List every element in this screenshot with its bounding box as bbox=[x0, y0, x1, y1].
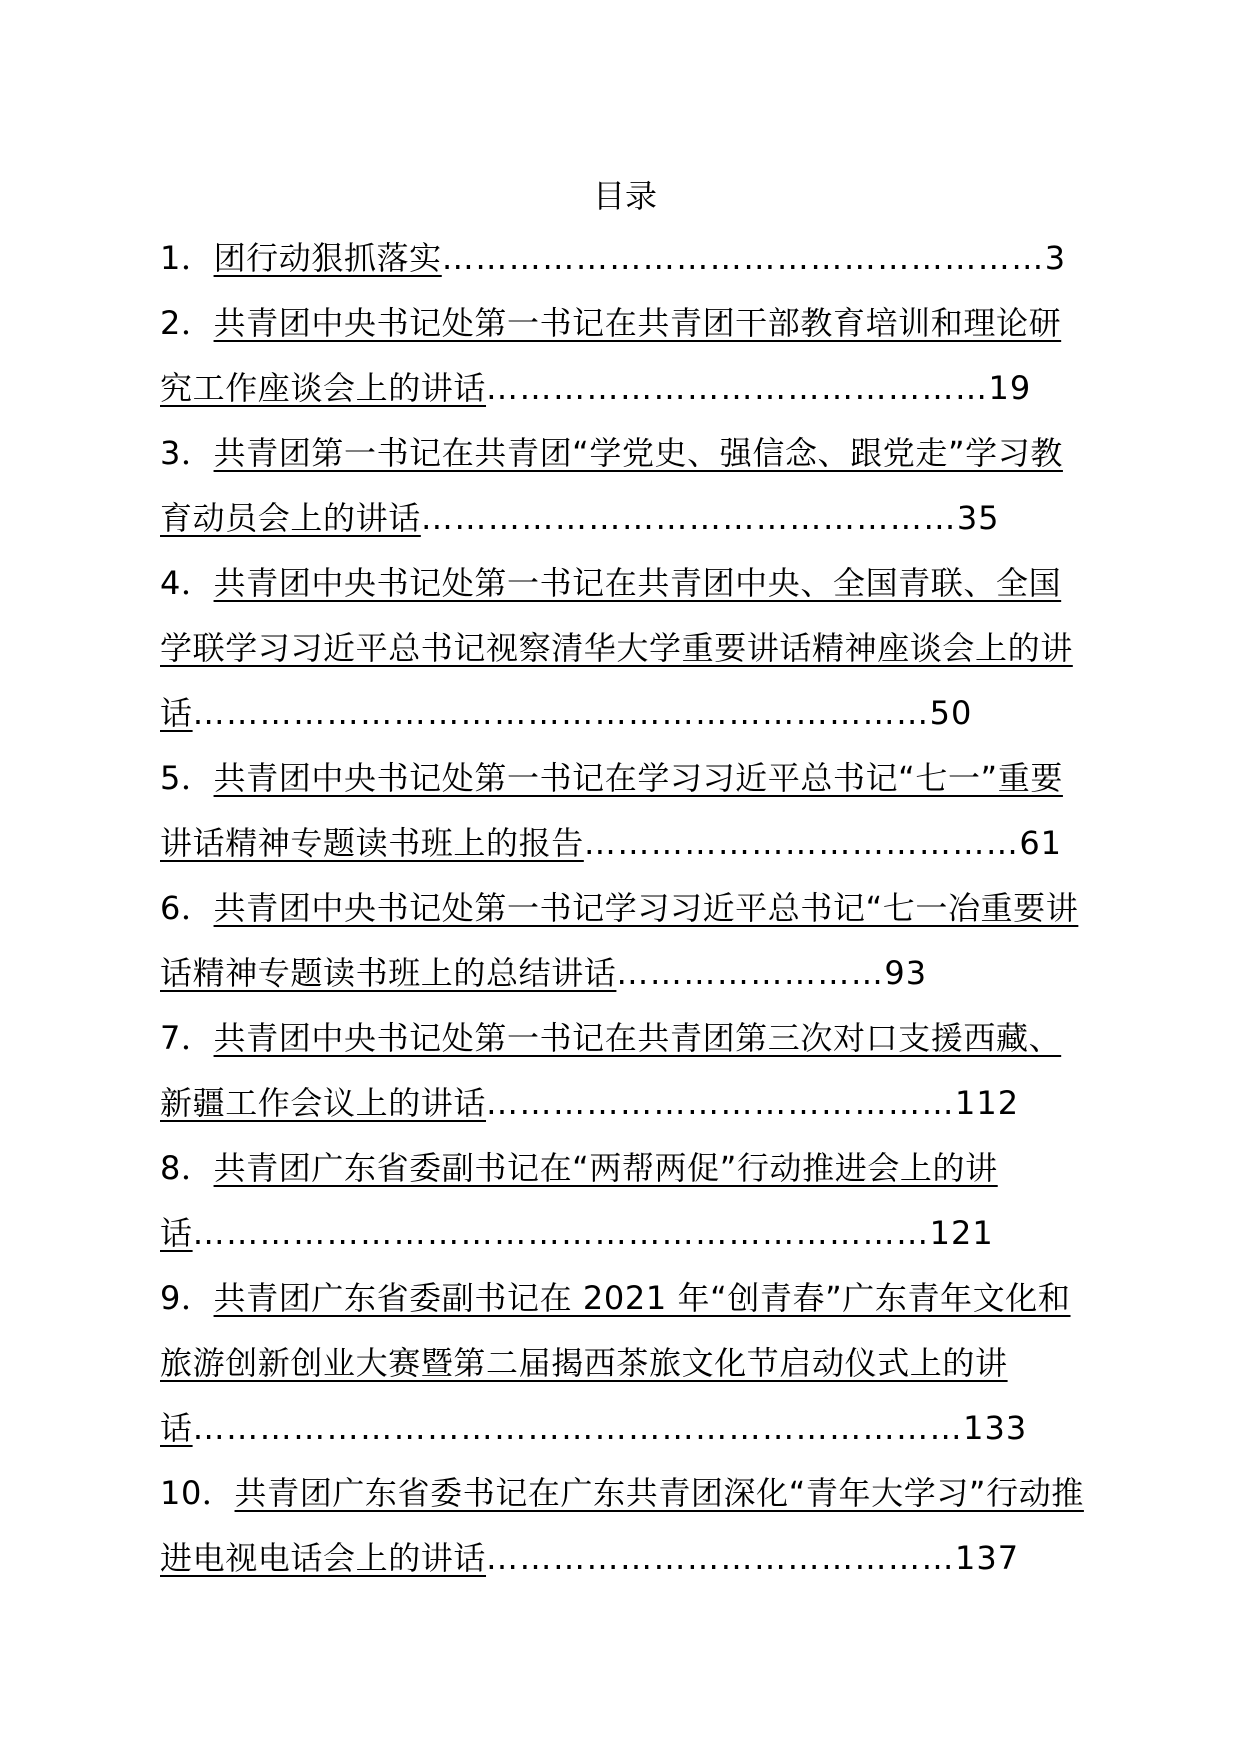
toc-entry-link[interactable]: 共青团中央书记处第一书记在共青团中央、全国青联、全国学联学习习近平总书记视察清华大学重要讲话精神座谈会上的讲话 bbox=[160, 564, 1073, 732]
toc-entry-page: 35 bbox=[956, 499, 1000, 537]
toc-entry-leader: ………………………………… bbox=[583, 824, 1020, 862]
toc-entry-link[interactable]: 团行动狠抓落实 bbox=[213, 239, 442, 277]
toc-entry-leader: …………………………………………………………… bbox=[192, 1409, 964, 1447]
toc-entry-page: 137 bbox=[955, 1539, 1020, 1577]
toc-entry-9[interactable] bbox=[160, 1266, 1090, 1461]
toc-entry-10[interactable] bbox=[160, 1461, 1090, 1591]
toc-entry-1[interactable] bbox=[160, 226, 1090, 291]
toc-entry-link[interactable]: 共青团广东省委书记在广东共青团深化“青年大学习”行动推进电视电话会上的讲话 bbox=[160, 1474, 1084, 1577]
toc-entry-page: 121 bbox=[929, 1214, 994, 1252]
toc-page bbox=[160, 166, 1090, 1591]
toc-entry-number: 7． bbox=[160, 1019, 214, 1057]
toc-entry-leader: …………………………………… bbox=[486, 1539, 956, 1577]
toc-entry-leader: ……………………………………… bbox=[486, 369, 989, 407]
toc-entry-link[interactable]: 共青团中央书记处第一书记学习习近平总书记“七一冶重要讲话精神专题读书班上的总结讲话 bbox=[160, 889, 1079, 992]
toc-entry-leader: ………………………………………… bbox=[420, 499, 957, 537]
toc-entry-page: 61 bbox=[1019, 824, 1063, 862]
toc-entry-number: 5． bbox=[160, 759, 214, 797]
toc-entry-7[interactable] bbox=[160, 1006, 1090, 1136]
toc-entry-8[interactable] bbox=[160, 1136, 1090, 1266]
toc-entry-link[interactable]: 共青团中央书记处第一书记在学习习近平总书记“七一”重要讲话精神专题读书班上的报告 bbox=[160, 759, 1063, 862]
toc-entry-number: 1． bbox=[160, 239, 214, 277]
toc-entry-page: 112 bbox=[955, 1084, 1020, 1122]
toc-entry-page: 93 bbox=[884, 954, 928, 992]
toc-entry-number: 2． bbox=[160, 304, 214, 342]
toc-entry-number: 9． bbox=[160, 1279, 214, 1317]
toc-entry-link[interactable]: 共青团广东省委副书记在 2021 年“创青春”广东青年文化和旅游创新创业大赛暨第二届揭西茶旅文化节启动仪式上的讲话 bbox=[160, 1279, 1071, 1447]
toc-entry-link[interactable]: 共青团中央书记处第一书记在共青团干部教育培训和理论研究工作座谈会上的讲话 bbox=[160, 304, 1062, 407]
toc-entry-3[interactable] bbox=[160, 421, 1090, 551]
toc-entry-page: 19 bbox=[988, 369, 1032, 407]
toc-entry-number: 4． bbox=[160, 564, 214, 602]
toc-entry-link[interactable]: 共青团中央书记处第一书记在共青团第三次对口支援西藏、新疆工作会议上的讲话 bbox=[160, 1019, 1062, 1122]
toc-entry-number: 8． bbox=[160, 1149, 214, 1187]
toc-entry-4[interactable] bbox=[160, 551, 1090, 746]
toc-entry-leader: …………………………………… bbox=[486, 1084, 956, 1122]
toc-entry-leader: ………………………………………………………… bbox=[192, 694, 930, 732]
toc-entry-link[interactable]: 共青团广东省委副书记在“两帮两促”行动推进会上的讲话 bbox=[160, 1149, 998, 1252]
toc-entry-leader: …………………… bbox=[616, 954, 885, 992]
toc-entry-link[interactable]: 共青团第一书记在共青团“学党史、强信念、跟党走”学习教育动员会上的讲话 bbox=[160, 434, 1063, 537]
toc-list bbox=[160, 226, 1090, 1591]
toc-title: 目录 bbox=[592, 177, 657, 215]
toc-entry-page: 50 bbox=[929, 694, 973, 732]
toc-entry-leader: ………………………………………………………… bbox=[192, 1214, 930, 1252]
toc-entry-leader: ……………………………………………… bbox=[441, 239, 1045, 277]
toc-entry-5[interactable] bbox=[160, 746, 1090, 876]
toc-entry-page: 133 bbox=[963, 1409, 1028, 1447]
toc-entry-page: 3 bbox=[1044, 239, 1067, 277]
toc-entry-number: 3． bbox=[160, 434, 214, 472]
toc-entry-number: 10． bbox=[160, 1474, 235, 1512]
toc-entry-6[interactable] bbox=[160, 876, 1090, 1006]
toc-entry-2[interactable] bbox=[160, 291, 1090, 421]
toc-entry-number: 6． bbox=[160, 889, 214, 927]
